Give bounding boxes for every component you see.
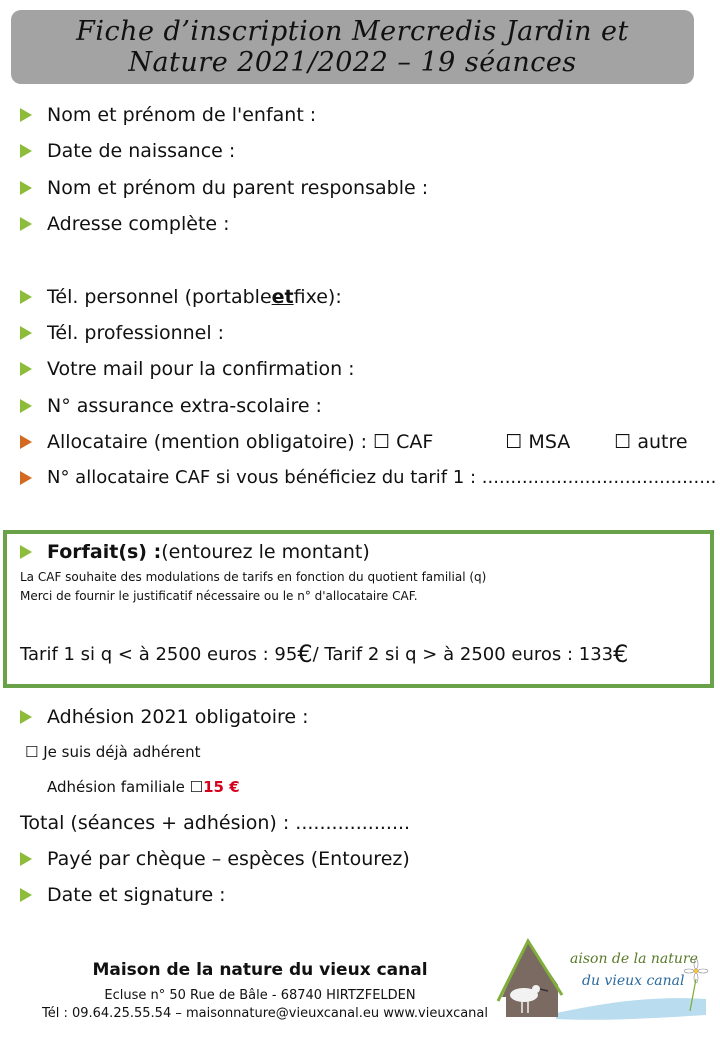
bullet-icon bbox=[20, 710, 32, 724]
field-tel-personal bbox=[20, 286, 342, 308]
bullet-icon bbox=[20, 435, 32, 449]
adhesion-heading bbox=[20, 706, 309, 728]
bullet-icon bbox=[20, 399, 32, 413]
signature-line bbox=[20, 884, 226, 906]
field-label: Tél. professionnel : bbox=[47, 322, 225, 344]
checkbox-caf[interactable]: ☐ CAF bbox=[373, 431, 434, 453]
maison-nature-logo bbox=[496, 935, 714, 1025]
field-label-emphasis: et bbox=[271, 286, 294, 308]
forfait-note: (entourez le montant) bbox=[161, 541, 370, 563]
footer-address: Ecluse n° 50 Rue de Bâle - 68740 HIRTZFELDEN bbox=[104, 988, 416, 1003]
field-address bbox=[20, 213, 230, 235]
bullet-icon bbox=[20, 852, 32, 866]
deja-adherent-label: ☐ Je suis déjà adhérent bbox=[25, 743, 201, 761]
logo-text-line-2: du vieux canal bbox=[582, 973, 685, 989]
footer-org-name: Maison de la nature du vieux canal bbox=[92, 960, 428, 980]
forfait-heading bbox=[20, 541, 370, 563]
bullet-icon bbox=[20, 888, 32, 902]
tarif-1-text: Tarif 1 si q < à 2500 euros : 95 bbox=[20, 643, 298, 665]
checkbox-autre[interactable]: ☐ autre bbox=[614, 431, 688, 453]
forfait-justificatif-note: Merci de fournir le justificatif nécessaire ou le n° d'allocataire CAF. bbox=[20, 589, 418, 603]
total-line bbox=[20, 812, 410, 834]
field-label: Date de naissance : bbox=[47, 140, 236, 162]
total-label: Total (séances + adhésion) : ................... bbox=[20, 812, 411, 834]
tarif-2-text: / Tarif 2 si q > à 2500 euros : 133 bbox=[312, 643, 614, 665]
field-email bbox=[20, 358, 355, 380]
signature-label: Date et signature : bbox=[47, 884, 226, 906]
bullet-icon bbox=[20, 144, 32, 158]
field-label: Votre mail pour la confirmation : bbox=[47, 358, 355, 380]
field-label: N° allocataire CAF si vous bénéficiez du tarif 1 : ......................................... bbox=[47, 467, 717, 488]
payment-label: Payé par chèque – espèces (Entourez) bbox=[47, 848, 410, 870]
field-label-prefix: Tél. personnel (portable bbox=[47, 286, 272, 308]
bullet-icon bbox=[20, 290, 32, 304]
adhesion-familiale-label: Adhésion familiale ☐ bbox=[47, 778, 204, 796]
field-birthdate bbox=[20, 140, 235, 162]
bullet-icon bbox=[20, 326, 32, 340]
checkbox-adhesion-familiale[interactable] bbox=[47, 778, 240, 796]
field-label: Nom et prénom du parent responsable : bbox=[47, 177, 429, 199]
logo-text-line-1: aison de la nature bbox=[570, 951, 698, 967]
footer-contact: Tél : 09.64.25.55.54 – maisonnature@vieuxcanal.eu www.vieuxcanal bbox=[41, 1006, 488, 1021]
forfait-tarifs bbox=[20, 640, 628, 668]
field-child-name bbox=[20, 104, 316, 126]
bullet-icon bbox=[20, 181, 32, 195]
field-parent-name bbox=[20, 177, 428, 199]
title-line-2: Nature 2021/2022 – 19 séances bbox=[128, 47, 577, 78]
bullet-icon bbox=[20, 545, 32, 559]
forfait-caf-note: La CAF souhaite des modulations de tarifs en fonction du quotient familial (q) bbox=[20, 570, 487, 584]
bullet-icon bbox=[20, 217, 32, 231]
bullet-icon bbox=[20, 108, 32, 122]
adhesion-label: Adhésion 2021 obligatoire : bbox=[47, 706, 309, 728]
allocataire-label: Allocataire (mention obligatoire) : bbox=[47, 431, 368, 453]
field-label: Nom et prénom de l'enfant : bbox=[47, 104, 317, 126]
euro-sign: € bbox=[297, 640, 313, 668]
field-tel-pro bbox=[20, 322, 224, 344]
adhesion-price: 15 € bbox=[203, 778, 240, 796]
title-line-1: Fiche d’inscription Mercredis Jardin et bbox=[76, 16, 629, 47]
field-label: Adresse complète : bbox=[47, 213, 230, 235]
bullet-icon bbox=[20, 471, 32, 485]
field-insurance bbox=[20, 395, 322, 417]
checkbox-deja-adherent[interactable] bbox=[25, 743, 201, 761]
forfait-title: Forfait(s) : bbox=[47, 541, 162, 563]
payment-line bbox=[20, 848, 410, 870]
field-label-suffix: fixe): bbox=[293, 286, 342, 308]
field-num-allocataire bbox=[20, 467, 716, 488]
field-label: N° assurance extra-scolaire : bbox=[47, 395, 322, 417]
field-allocataire bbox=[20, 431, 688, 453]
title-banner bbox=[11, 10, 694, 84]
bullet-icon bbox=[20, 362, 32, 376]
checkbox-msa[interactable]: ☐ MSA bbox=[505, 431, 571, 453]
logo-house-icon bbox=[496, 935, 714, 1025]
euro-sign: € bbox=[613, 640, 629, 668]
